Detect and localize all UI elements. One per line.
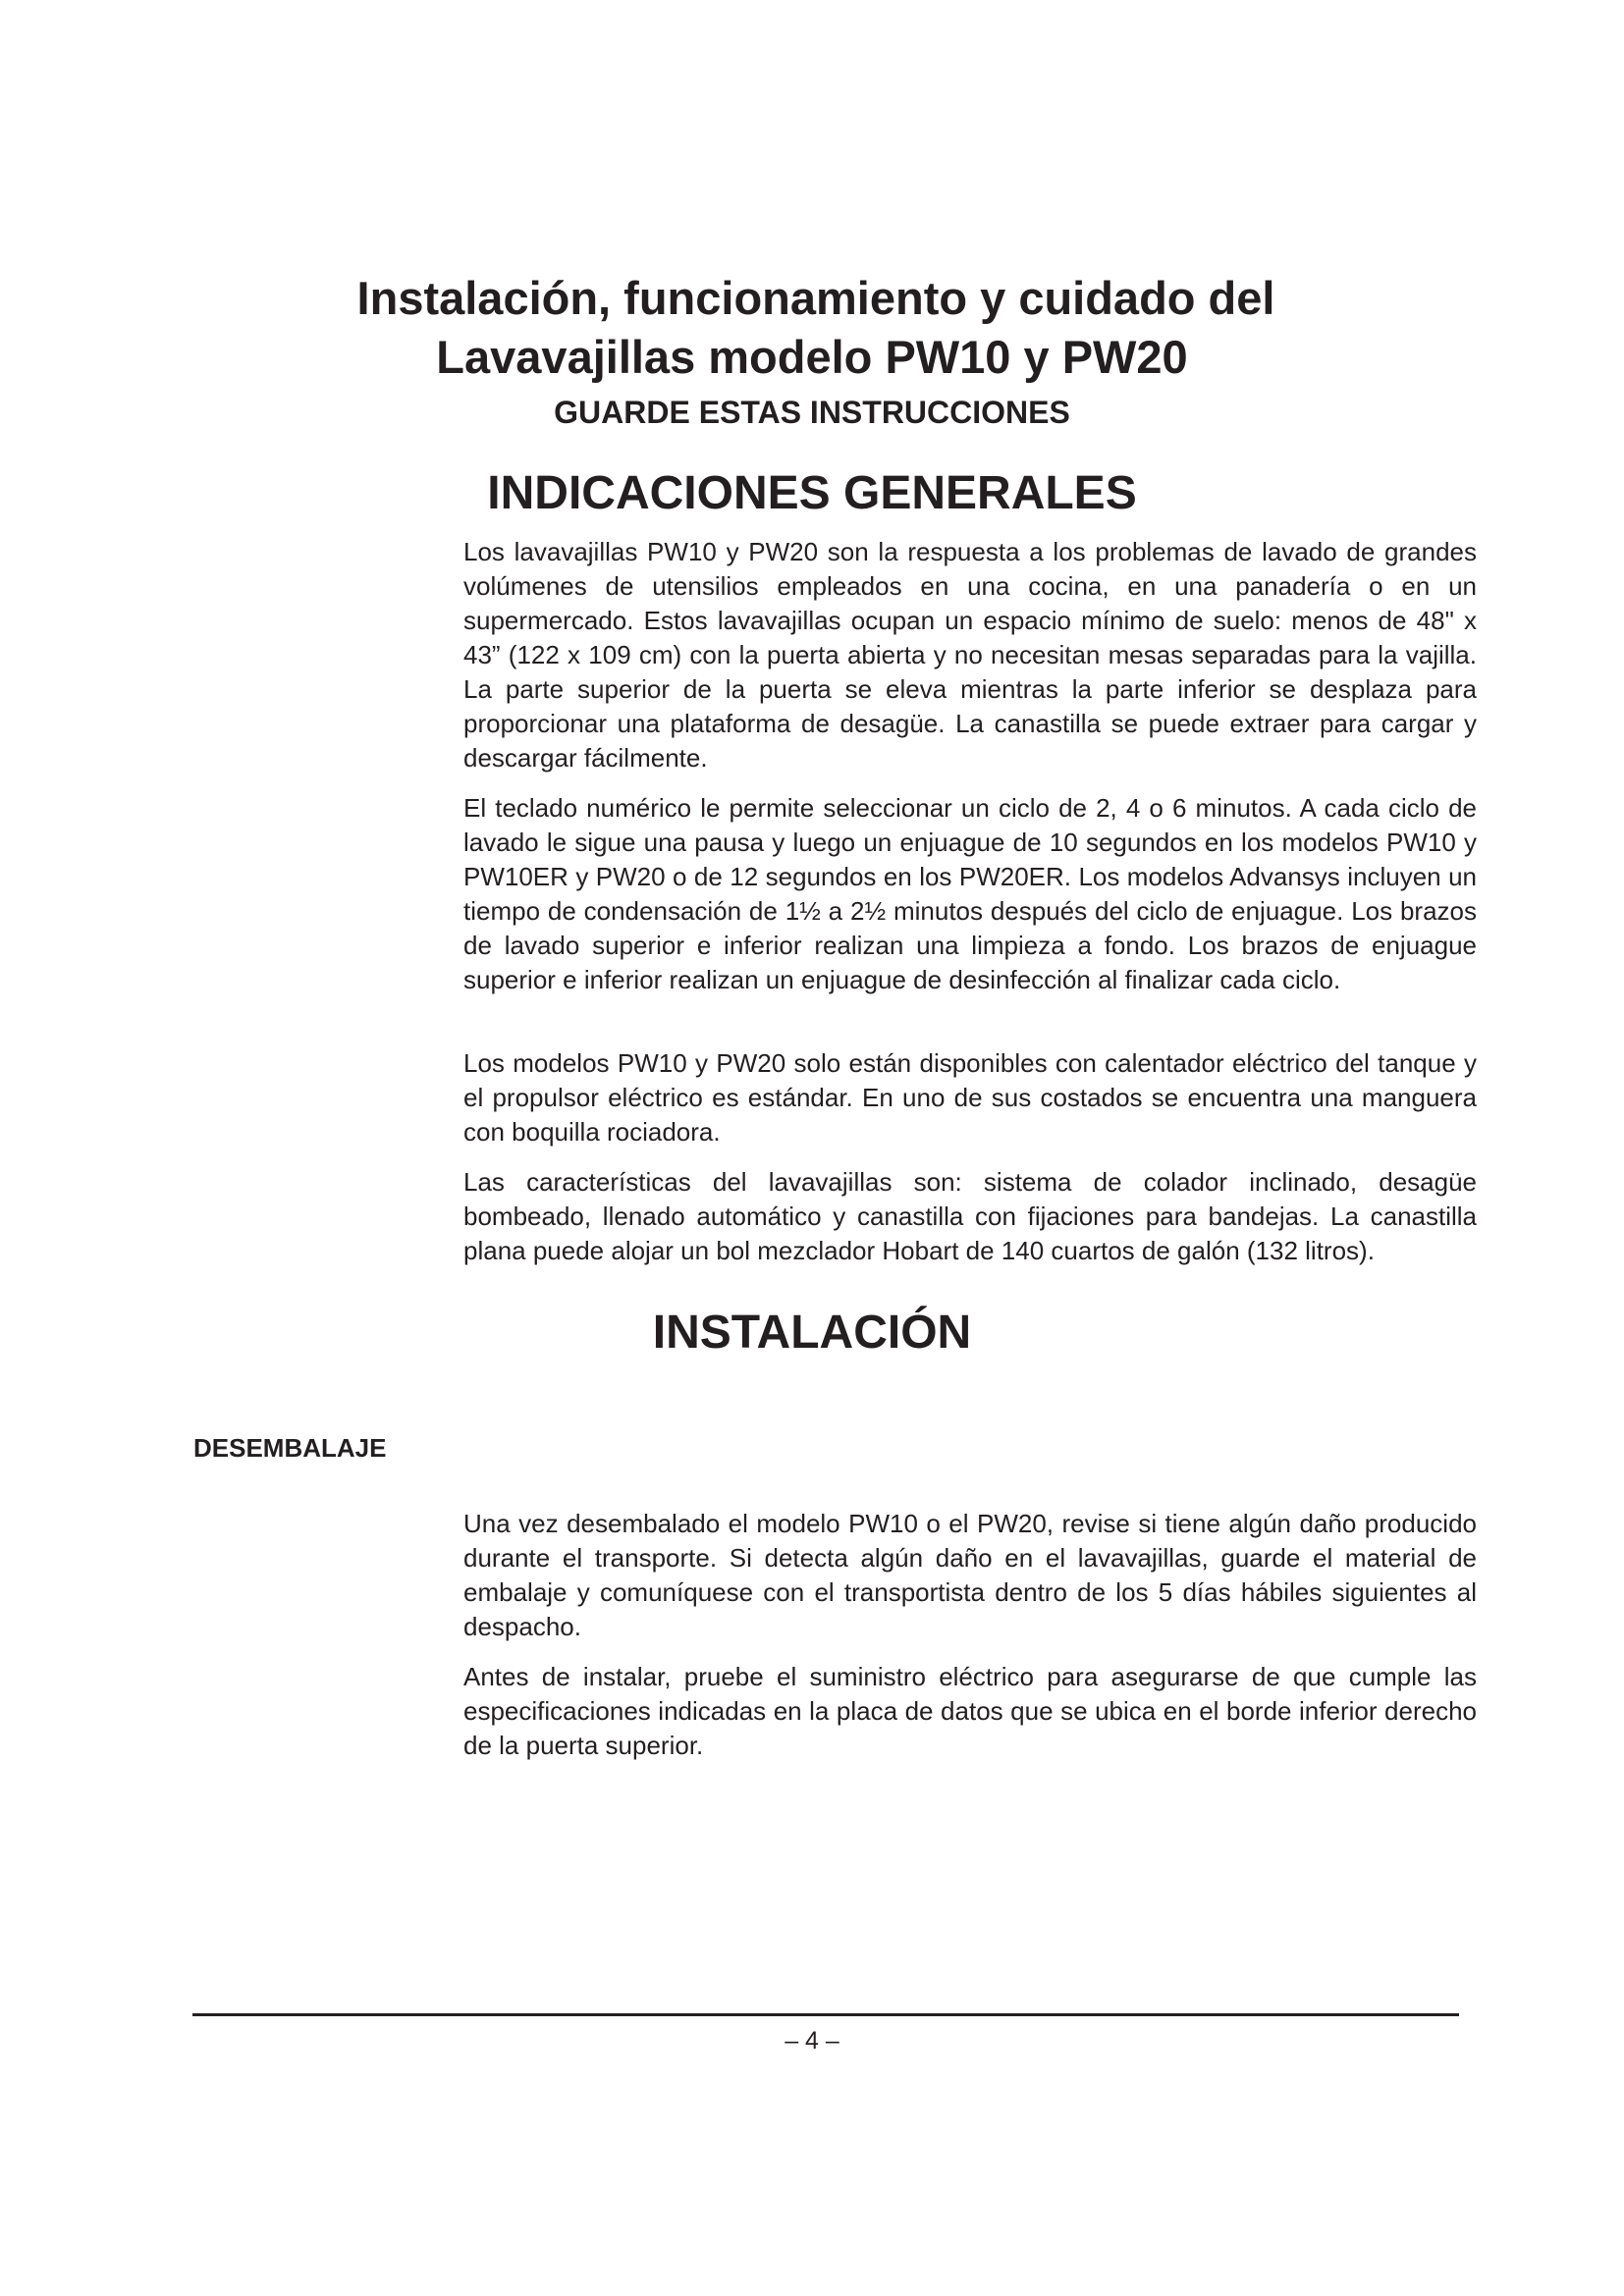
unpacking-subsection-label: DESEMBALAJE [193,1433,387,1463]
document-title-line-1: Instalación, funcionamiento y cuidado del [356,272,1275,324]
document-subtitle: GUARDE ESTAS INSTRUCCIONES [554,395,1070,430]
general-paragraph-3: Los modelos PW10 y PW20 solo están disponibles con calentador eléctrico del tanque y el propulsor eléctrico es estándar. En uno de sus costados se encuentra una manguera con boquilla rociadora. [463,1048,1477,1147]
installation-paragraph-2: Antes de instalar, pruebe el suministro eléctrico para asegurarse de que cumple las especificaciones indicadas en la placa de datos que se ubica en el borde inferior derecho de la puerta superior. [463,1662,1477,1760]
general-paragraph-4: Las características del lavavajillas son: sistema de colador inclinado, desagüe bombeado, llenado automático y canastilla con fijaciones para bandejas. La canastilla plana puede alojar un bol mezclador Hobart de 140 cuartos de galón (132 litros). [463,1167,1477,1265]
document-title-line-2: Lavavajillas modelo PW10 y PW20 [436,331,1188,383]
installation-heading: INSTALACIÓN [652,1307,972,1359]
general-paragraph-2: El teclado numérico le permite seleccionar un ciclo de 2, 4 o 6 minutos. A cada ciclo de lavado le sigue una pausa y luego un enjuague de 10 segundos en los modelos PW10 y PW10ER y PW20 o de 12 segundos en los PW20ER. Los modelos Advansys incluyen un tiempo de condensación de 1½ a 2½ minutos después del ciclo de enjuague. Los brazos de lavado superior e inferior realizan una limpieza a fondo. Los brazos de enjuague superior e inferior realizan un enjuague de desinfección al finalizar cada ciclo. [463,793,1477,994]
general-paragraph-1: Los lavavajillas PW10 y PW20 son la respuesta a los problemas de lavado de grandes volúmenes de utensilios empleados en una cocina, en una panadería o en un supermercado. Estos lavavajillas ocupan un espacio mínimo de suelo: menos de 48" x 43” (122 x 109 cm) con la puerta abierta y no necesitan mesas separadas para la vajilla. La parte superior de la puerta se eleva mientras la parte inferior se desplaza para proporcionar una plataforma de desagüe. La canastilla se puede extraer para cargar y descargar fácilmente. [463,537,1477,773]
installation-paragraph-1: Una vez desembalado el modelo PW10 o el PW20, revise si tiene algún daño producido durante el transporte. Si detecta algún daño en el lavavajillas, guarde el material de embalaje y comuníquese con el transportista dentro de los 5 días hábiles siguientes al despacho. [463,1509,1477,1641]
page-number: – 4 – [785,2027,839,2055]
general-indications-heading: INDICACIONES GENERALES [487,467,1137,519]
footer-divider [192,2013,1459,2016]
